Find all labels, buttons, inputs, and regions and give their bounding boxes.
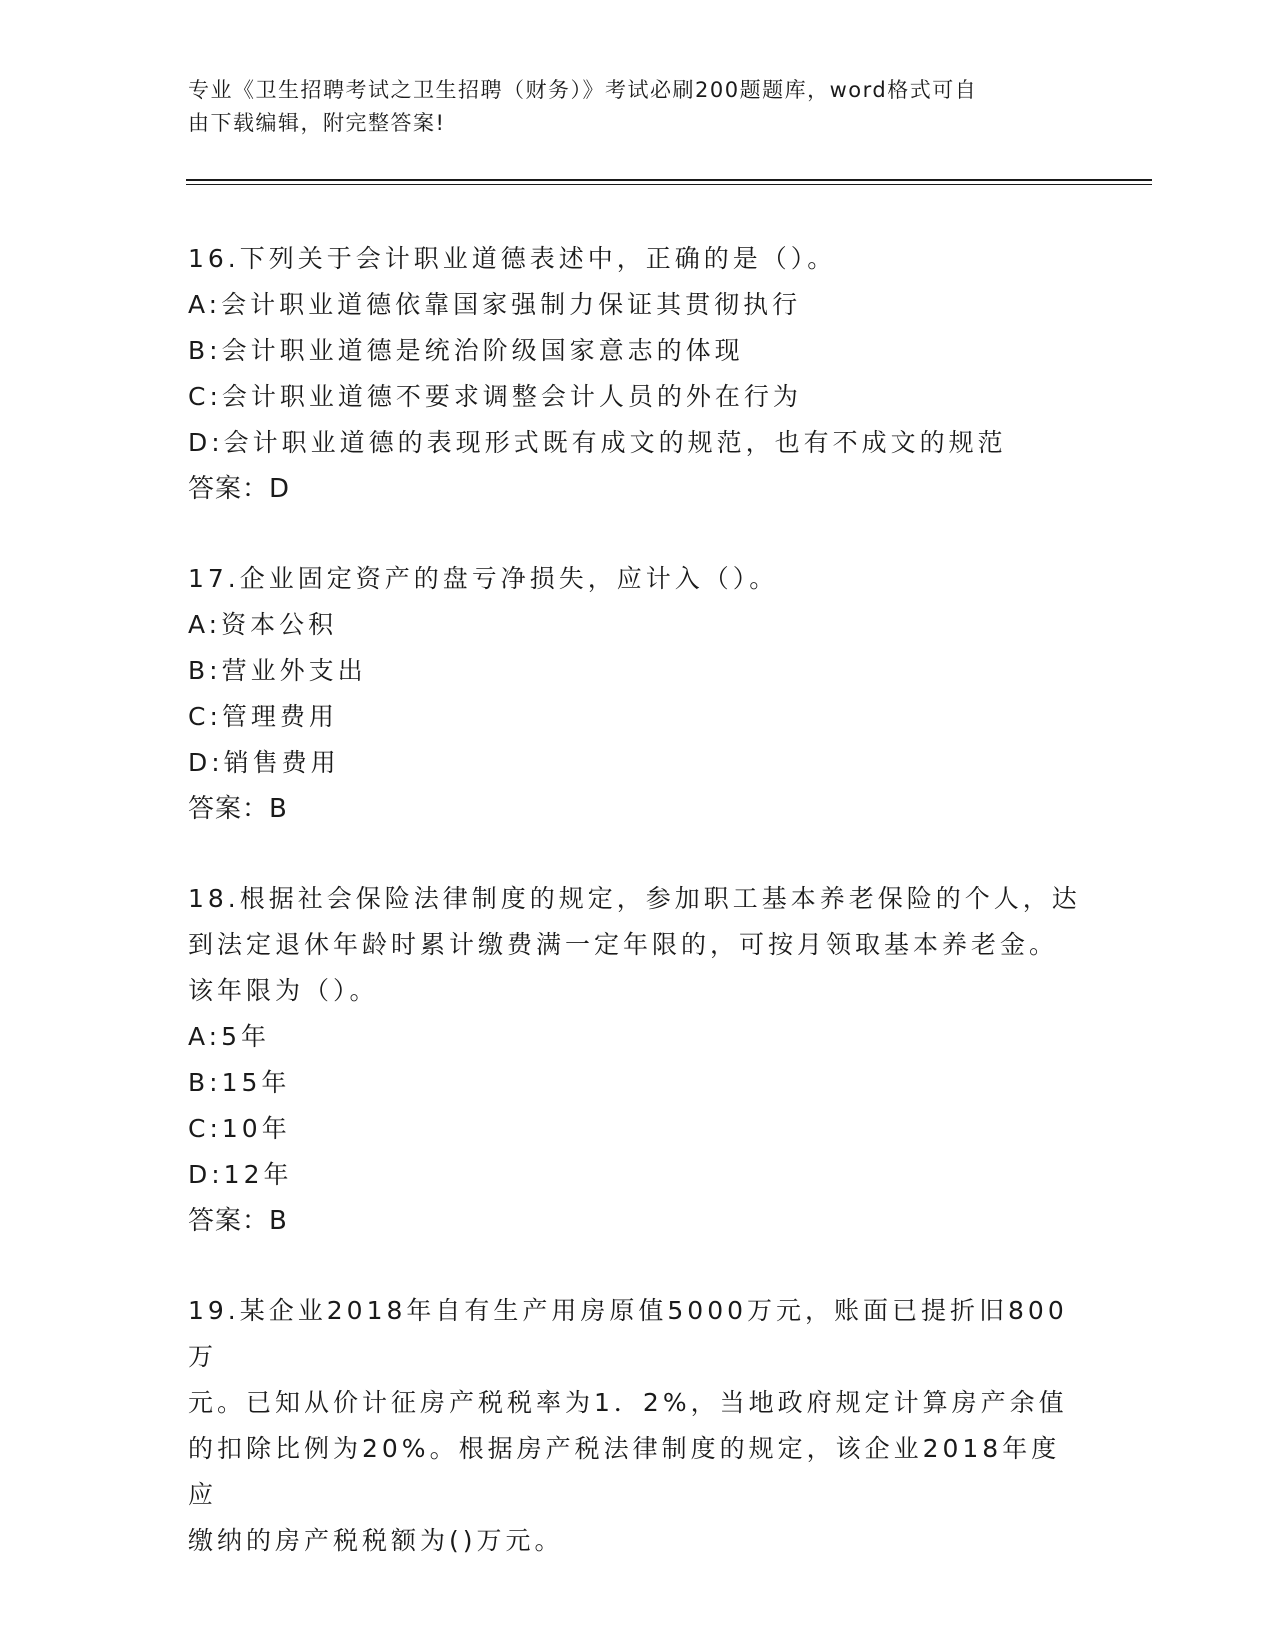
question-stem-line-1: 18.根据社会保险法律制度的规定，参加职工基本养老保险的个人，达 [188, 884, 1081, 913]
question-19 [188, 1288, 1088, 1564]
option-c: C:会计职业道德不要求调整会计人员的外在行为 [188, 382, 802, 411]
option-c: C:10年 [188, 1114, 291, 1143]
question-stem-line-2: 元。已知从价计征房产税税率为1．2%，当地政府规定计算房产余值 [188, 1388, 1068, 1417]
option-d: D:销售费用 [188, 748, 340, 777]
header-divider-thin [186, 184, 1152, 185]
header-line-1: 专业《卫生招聘考试之卫生招聘（财务）》考试必刷200题题库，word格式可自 [188, 78, 978, 102]
question-list [188, 236, 1088, 1564]
question-18 [188, 876, 1088, 1244]
question-stem-line-3: 的扣除比例为20%。根据房产税法律制度的规定，该企业2018年度应 [188, 1434, 1061, 1509]
option-b: B:15年 [188, 1068, 291, 1097]
header-divider-thick [186, 179, 1152, 181]
header-line-2: 由下载编辑，附完整答案! [188, 111, 446, 135]
question-stem-line-1: 19.某企业2018年自有生产用房原值5000万元，账面已提折旧800万 [188, 1296, 1068, 1371]
document-header [188, 74, 1068, 140]
option-b: B:营业外支出 [188, 656, 367, 685]
answer-label: 答案：D [188, 474, 291, 504]
question-stem-line-3: 该年限为（）。 [188, 976, 379, 1005]
option-b: B:会计职业道德是统治阶级国家意志的体现 [188, 336, 744, 365]
option-a: A:资本公积 [188, 610, 338, 639]
answer-label: 答案：B [188, 794, 288, 824]
option-a: A:会计职业道德依靠国家强制力保证其贯彻执行 [188, 290, 802, 319]
option-d: D:会计职业道德的表现形式既有成文的规范，也有不成文的规范 [188, 428, 1007, 457]
option-a: A:5年 [188, 1022, 270, 1051]
question-stem-line-2: 到法定退休年龄时累计缴费满一定年限的，可按月领取基本养老金。 [188, 930, 1059, 959]
question-stem: 17.企业固定资产的盘亏净损失，应计入（）。 [188, 564, 779, 593]
question-stem-line-4: 缴纳的房产税税额为()万元。 [188, 1526, 564, 1555]
question-stem: 16.下列关于会计职业道德表述中，正确的是（）。 [188, 244, 837, 273]
answer-label: 答案：B [188, 1206, 288, 1236]
option-d: D:12年 [188, 1160, 293, 1189]
option-c: C:管理费用 [188, 702, 338, 731]
question-17 [188, 556, 1088, 832]
question-16 [188, 236, 1088, 512]
